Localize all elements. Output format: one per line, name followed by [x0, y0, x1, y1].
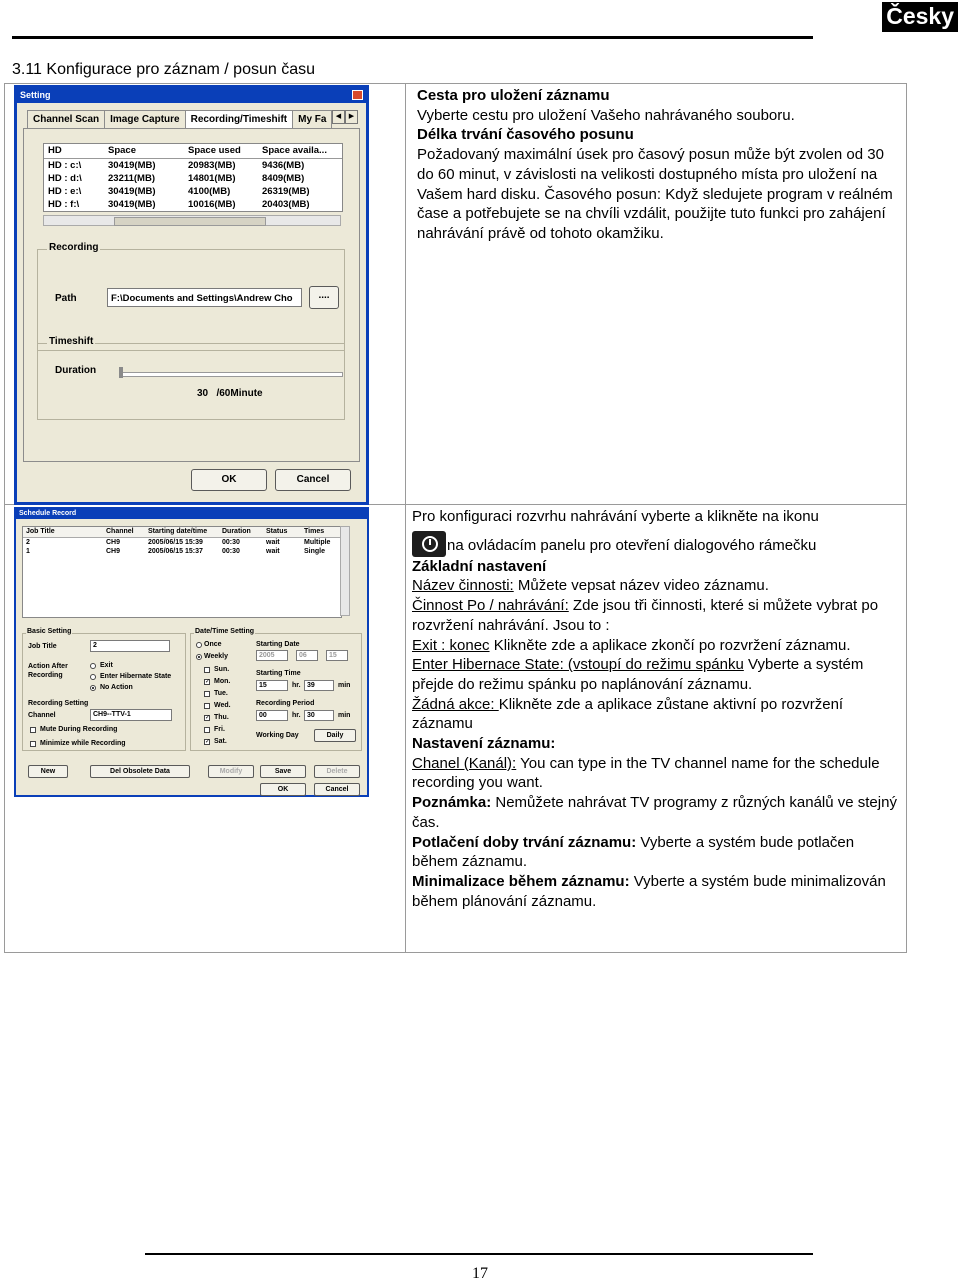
- period-minute-input[interactable]: 30: [304, 710, 334, 721]
- duration-label: Duration: [55, 365, 97, 376]
- mute-label: Mute During Recording: [40, 726, 118, 733]
- tab-channel-scan[interactable]: Channel Scan: [27, 110, 105, 128]
- tab-scroll-arrows: [332, 110, 358, 124]
- schedule-col-header[interactable]: Duration: [222, 528, 251, 535]
- table-cell: HD : e:\: [48, 186, 82, 197]
- schedule-table-scrollbar[interactable]: [340, 526, 350, 616]
- table-cell: 2005/06/15 15:37: [148, 548, 203, 555]
- no-action-text: Klikněte zde a aplikace zůstane aktivní po rozvržení záznamu: [412, 695, 844, 733]
- page-number: 17: [472, 1265, 488, 1282]
- table-cell: 26319(MB): [262, 186, 310, 197]
- cancel-button[interactable]: Cancel: [275, 469, 351, 491]
- basic-setting-label: Basic Setting: [27, 628, 72, 635]
- starting-time-label: Starting Time: [256, 670, 301, 677]
- hibernate-label: Enter Hibernace State: (vstoupí do režimu spánku: [412, 656, 744, 674]
- schedule-title: Schedule Record: [19, 510, 77, 517]
- tue-checkbox[interactable]: [204, 691, 210, 697]
- job-name-text: Můžete vepsat název video záznamu.: [513, 577, 769, 595]
- daily-button[interactable]: Daily: [314, 729, 356, 742]
- action-label: Činnost Po / nahrávání:: [412, 597, 569, 615]
- tab-image-capture[interactable]: Image Capture: [104, 110, 185, 128]
- path-label: Path: [55, 293, 77, 304]
- schedule-dialog-screenshot: [14, 507, 369, 797]
- table-cell: 4100(MB): [188, 186, 231, 197]
- exit-radio[interactable]: [90, 663, 96, 669]
- channel-text: You can type in the TV channel name for the schedule recording you want.: [412, 754, 880, 792]
- wed-checkbox[interactable]: [204, 703, 210, 709]
- save-button[interactable]: Save: [260, 765, 306, 778]
- browse-button[interactable]: ....: [309, 286, 339, 309]
- duration-value: 30: [197, 388, 209, 399]
- delete-button[interactable]: Delete: [314, 765, 360, 778]
- table-cell: 00:30: [222, 539, 240, 546]
- schedule-client: [16, 519, 367, 795]
- close-icon[interactable]: [352, 90, 363, 100]
- mute-label: Potlačení doby trvání záznamu:: [412, 833, 637, 851]
- day-label: Fri.: [214, 726, 225, 733]
- once-label: Once: [204, 641, 222, 648]
- no-action-radio-label: No Action: [100, 684, 133, 691]
- note-text: Nemůžete nahrávat TV programy z různých kanálů ve stejný čas.: [412, 794, 897, 831]
- schedule-col-header[interactable]: Channel: [106, 528, 134, 535]
- recording-group-label: Recording: [49, 242, 99, 253]
- heading-recording-path: Cesta pro uložení záznamu: [417, 87, 610, 104]
- scrollbar-thumb[interactable]: [114, 217, 266, 226]
- hd-col-header[interactable]: Space: [108, 145, 136, 156]
- table-cell: 14801(MB): [188, 173, 236, 184]
- date-year-input[interactable]: 2005: [256, 650, 288, 661]
- table-cell: 9436(MB): [262, 160, 305, 171]
- thu-checkbox[interactable]: ✓: [205, 715, 211, 721]
- table-cell: 1: [26, 548, 30, 555]
- table-cell: 30419(MB): [108, 199, 156, 210]
- table-cell: 2: [26, 539, 30, 546]
- record-settings-heading: Nastavení záznamu:: [412, 735, 556, 753]
- table-cell: wait: [266, 539, 280, 546]
- mute-checkbox[interactable]: [30, 727, 36, 733]
- job-name-label: Název činnosti:: [412, 577, 514, 595]
- footer-rule: [145, 1253, 813, 1255]
- note-label: Poznámka:: [412, 794, 492, 812]
- min-label: min: [338, 712, 351, 719]
- intro-line-2: na ovládacím panelu pro otevření dialogového rámečku: [447, 536, 817, 554]
- heading-timeshift-duration: Délka trvání časového posunu: [417, 126, 634, 144]
- path-input[interactable]: F:\Documents and Settings\Andrew Cho: [107, 288, 302, 307]
- channel-select[interactable]: CH9--TTV-1: [90, 709, 172, 721]
- no-action-radio[interactable]: [90, 685, 96, 691]
- language-badge: Česky: [882, 2, 958, 32]
- channel-label: Chanel (Kanál):: [412, 754, 517, 772]
- hr-label: hr.: [292, 682, 301, 689]
- table-cell: wait: [266, 548, 280, 555]
- start-hour-input[interactable]: 15: [256, 680, 288, 691]
- working-day-label: Working Day: [256, 732, 299, 739]
- table-cell: 8409(MB): [262, 173, 305, 184]
- table-row[interactable]: [44, 172, 342, 185]
- day-label: Tue.: [214, 690, 228, 697]
- duration-slider-thumb[interactable]: [119, 367, 123, 378]
- setting-client: [17, 103, 366, 502]
- exit-text: Klikněte zde a aplikace zkončí po rozvržení záznamu.: [489, 636, 851, 654]
- hd-col-header[interactable]: HD: [48, 145, 62, 156]
- exit-label: Exit : konec: [412, 636, 490, 654]
- path-description: Vyberte cestu pro uložení Vašeho nahrávaného souboru.: [417, 106, 795, 124]
- table-cell: 20983(MB): [188, 160, 236, 171]
- table-cell: CH9: [106, 539, 121, 546]
- cancel-button[interactable]: Cancel: [314, 783, 360, 796]
- date-day-input[interactable]: 15: [326, 650, 348, 661]
- action-after-label: Action After Recording: [28, 663, 68, 679]
- sat-checkbox[interactable]: ✓: [205, 739, 211, 745]
- chevron-right-icon[interactable]: ▶: [345, 110, 358, 124]
- hibernate-text: Vyberte a systém přejde do režimu spánku po naplánování záznamu.: [412, 656, 864, 693]
- schedule-col-header[interactable]: Status: [266, 528, 288, 535]
- basic-settings-heading: Základní nastavení: [412, 557, 547, 575]
- table-cell: 10016(MB): [188, 199, 236, 210]
- setting-tabs: [27, 110, 331, 128]
- day-label: Sat.: [214, 738, 227, 745]
- hd-table: [43, 143, 343, 212]
- setting-dialog-screenshot: [14, 85, 369, 505]
- weekly-label: Weekly: [204, 653, 228, 660]
- table-cell: 20403(MB): [262, 199, 310, 210]
- minimize-checkbox[interactable]: [30, 741, 36, 747]
- table-cell: 30419(MB): [108, 186, 156, 197]
- schedule-col-header[interactable]: Times: [304, 528, 325, 535]
- hibernate-radio-label: Enter Hibernate State: [100, 673, 172, 680]
- recording-period-label: Recording Period: [256, 700, 315, 707]
- hd-table-scrollbar[interactable]: [43, 215, 341, 226]
- header-rule: [12, 36, 813, 39]
- timeshift-group: [37, 343, 345, 420]
- schedule-col-header[interactable]: Job Title: [26, 528, 55, 535]
- modify-button[interactable]: Modify: [208, 765, 254, 778]
- sun-checkbox[interactable]: [204, 667, 210, 673]
- duration-readout: [197, 388, 263, 399]
- table-cell: 2005/06/15 15:39: [148, 539, 203, 546]
- table-row[interactable]: [23, 538, 341, 547]
- setting-title: Setting: [20, 90, 51, 100]
- schedule-col-header[interactable]: Starting date/time: [148, 528, 208, 535]
- duration-unit: /60Minute: [216, 388, 263, 399]
- schedule-titlebar: [16, 509, 367, 519]
- once-radio[interactable]: [196, 642, 202, 648]
- day-label: Sun.: [214, 666, 230, 673]
- no-action-label: Žádná akce:: [412, 695, 499, 713]
- table-row[interactable]: [44, 198, 342, 211]
- tab-my-favorites[interactable]: My Fa: [292, 110, 332, 128]
- hd-col-header[interactable]: Space availa...: [262, 145, 327, 156]
- table-cell: HD : c:\: [48, 160, 82, 171]
- table-row[interactable]: [23, 547, 341, 556]
- ok-button[interactable]: OK: [260, 783, 306, 796]
- action-text: Zde jsou tři činnosti, které si můžete vybrat po rozvržení nahrávání. Jsou to :: [412, 597, 879, 634]
- table-row[interactable]: [44, 185, 342, 198]
- fri-checkbox[interactable]: [204, 727, 210, 733]
- minimize-label: Minimize while Recording: [40, 740, 126, 747]
- duration-slider-track[interactable]: [121, 372, 343, 377]
- schedule-table: [22, 526, 342, 618]
- period-hour-input[interactable]: 00: [256, 710, 288, 721]
- hibernate-radio[interactable]: [90, 674, 96, 680]
- hr-label: hr.: [292, 712, 301, 719]
- chevron-left-icon[interactable]: ◀: [332, 110, 345, 124]
- text-block-schedule: [412, 507, 902, 911]
- day-label: Wed.: [214, 702, 231, 709]
- new-button[interactable]: New: [28, 765, 68, 778]
- day-label: Mon.: [214, 678, 231, 685]
- exit-radio-label: Exit: [100, 662, 113, 669]
- job-title-label: Job Title: [28, 643, 57, 650]
- minimize-text: Vyberte a systém bude minimalizován během plánování záznamu.: [412, 872, 886, 910]
- table-cell: 23211(MB): [108, 173, 155, 184]
- start-minute-input[interactable]: 39: [304, 680, 334, 691]
- datetime-setting-label: Date/Time Setting: [195, 628, 254, 635]
- mute-text: Vyberte a systém bude potlačen během záznamu.: [412, 833, 855, 871]
- date-month-input[interactable]: 06: [296, 650, 318, 661]
- recording-setting-label: Recording Setting: [28, 700, 89, 707]
- text-block-recording: [417, 86, 901, 244]
- table-cell: 00:30: [222, 548, 240, 555]
- ok-button[interactable]: OK: [191, 469, 267, 491]
- minimize-label: Minimalizace během záznamu:: [412, 872, 630, 890]
- channel-label: Channel: [28, 712, 56, 719]
- alarm-clock-icon: [412, 531, 446, 557]
- weekly-radio[interactable]: [196, 654, 202, 660]
- schedule-table-header: [23, 527, 341, 538]
- tab-recording-timeshift[interactable]: Recording/Timeshift: [185, 110, 294, 128]
- del-obsolete-button[interactable]: Del Obsolete Data: [90, 765, 190, 778]
- job-title-input[interactable]: 2: [90, 640, 170, 652]
- table-cell: HD : f:\: [48, 199, 80, 210]
- timeshift-group-label: Timeshift: [49, 336, 94, 347]
- table-cell: CH9: [106, 548, 121, 555]
- setting-titlebar: [17, 88, 366, 103]
- mon-checkbox[interactable]: ✓: [205, 679, 211, 685]
- table-cell: 30419(MB): [108, 160, 156, 171]
- table-cell: HD : d:\: [48, 173, 82, 184]
- min-label: min: [338, 682, 351, 689]
- timeshift-description: Požadovaný maximální úsek pro časový posun může být zvolen od 30 do 60 minut, v závislosti na velikosti dostupného místa pro uložení na Vašem hard disku. Časového posun: Když sledujete program v reálném čase a potřebujete se na chvíli vzdálit, použijte tuto funkci pro zahájení nahrávání právě od tohoto okamžiku.: [417, 146, 893, 242]
- intro-line-1: Pro konfiguraci rozvrhu nahrávání vyberte a klikněte na ikonu: [412, 508, 819, 525]
- day-label: Thu.: [214, 714, 229, 721]
- hd-col-header[interactable]: Space used: [188, 145, 241, 156]
- starting-date-label: Starting Date: [256, 641, 300, 648]
- table-cell: Single: [304, 548, 326, 555]
- section-title: 3.11 Konfigurace pro záznam / posun času: [12, 61, 315, 78]
- table-cell: Multiple: [304, 539, 331, 546]
- hd-table-header: [44, 144, 342, 159]
- table-row[interactable]: [44, 159, 342, 172]
